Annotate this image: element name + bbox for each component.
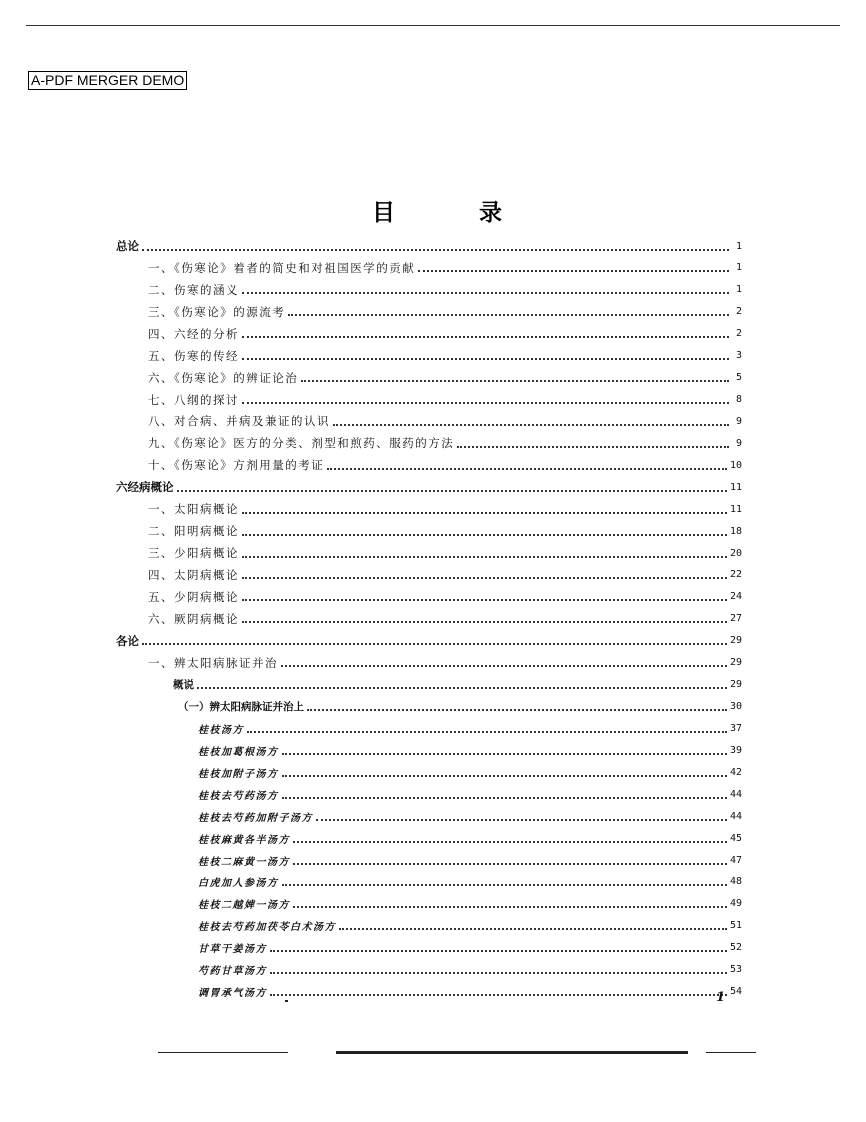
toc-entry-page: 45 (729, 832, 742, 844)
toc-entry-page: 1 (735, 284, 742, 296)
toc-entry (148, 302, 742, 322)
toc-entry (148, 433, 742, 453)
toc-leader-dots (282, 774, 727, 777)
toc-entry-page: 29 (729, 679, 742, 691)
toc-leader-dots (418, 269, 729, 272)
toc-leader-dots (307, 708, 727, 711)
toc-entry-label: 桂枝麻黄各半汤方 (198, 834, 290, 846)
toc-leader-dots (242, 335, 729, 338)
toc-section (116, 631, 742, 651)
toc-entry-page: 44 (729, 810, 742, 822)
toc-entry-page: 42 (729, 766, 742, 778)
toc-entry-page: 30 (729, 701, 742, 713)
toc-leader-dots (142, 248, 729, 251)
toc-leader-dots (242, 291, 729, 294)
toc-leader-dots (242, 620, 727, 623)
toc-entry-label: 二、伤寒的涵义 (148, 282, 239, 297)
toc-entry-page: 2 (735, 306, 742, 318)
toc-leader-dots (281, 664, 727, 667)
watermark-label: A-PDF MERGER DEMO (28, 71, 187, 90)
bottom-rule-center (336, 1051, 688, 1054)
toc-entry-label: 甘草干姜汤方 (198, 944, 267, 956)
toc-entry-label: 调胃承气汤方 (198, 988, 267, 1000)
toc-leader-dots (282, 883, 727, 886)
toc-entry-page: 10 (729, 459, 742, 471)
toc-entry-page: 11 (729, 503, 742, 515)
toc-entry (148, 653, 742, 673)
toc-leader-dots (142, 642, 727, 645)
toc-entry (148, 411, 742, 431)
toc-entry-page: 29 (729, 657, 742, 669)
toc-entry (148, 280, 742, 300)
toc-leader-dots (242, 357, 729, 360)
toc-leader-dots (270, 971, 727, 974)
toc-entry (198, 850, 742, 870)
toc-leader-dots (293, 862, 727, 865)
toc-leader-dots (247, 730, 727, 733)
toc-entry (148, 587, 742, 607)
toc-entry-page: 2 (735, 328, 742, 340)
toc-entry (198, 872, 742, 892)
toc-leader-dots (293, 905, 727, 908)
toc-leader-dots (457, 445, 729, 448)
toc-entry-page: 47 (729, 854, 742, 866)
bottom-rule-left (158, 1052, 288, 1053)
toc-leader-dots (301, 379, 729, 382)
toc-entry-label: 三、少阳病概论 (148, 546, 239, 561)
toc-leader-dots (282, 752, 727, 755)
toc-entry-label: 桂枝加葛根汤方 (198, 746, 279, 758)
toc-leader-dots (242, 576, 727, 579)
toc-entry-label: 桂枝汤方 (198, 724, 244, 736)
toc-entry-label: 八、对合病、并病及兼证的认识 (148, 414, 330, 429)
toc-entry-label: 桂枝去芍药加茯苓白术汤方 (198, 922, 336, 934)
toc-entry-page: 9 (735, 415, 742, 427)
page-title: 目 录 (372, 200, 541, 226)
toc-entry (198, 762, 742, 782)
toc-entry-label: 一、辨太阳病脉证并治 (148, 655, 278, 670)
toc-entry (198, 806, 742, 826)
toc-entry-label: 桂枝二麻黄一汤方 (198, 856, 290, 868)
toc-entry-label: 白虎加人参汤方 (198, 878, 279, 890)
toc-entry (178, 697, 742, 717)
toc-entry-label: 桂枝去芍药汤方 (198, 790, 279, 802)
toc-entry-label: 六、《伤寒论》的辨证论治 (148, 370, 299, 385)
toc-entry (148, 346, 742, 366)
toc-entry-label: 桂枝二越婢一汤方 (198, 900, 290, 912)
toc-entry (148, 324, 742, 344)
toc-entry-label: 五、少阴病概论 (148, 589, 239, 604)
toc-leader-dots (242, 511, 727, 514)
toc-entry (198, 828, 742, 848)
toc-entry-label: 七、八纲的探讨 (148, 392, 239, 407)
toc-entry-label: 五、伤寒的传经 (148, 348, 239, 363)
toc-entry (198, 718, 742, 738)
toc-entry-page: 22 (729, 569, 742, 581)
toc-leader-dots (197, 686, 727, 689)
toc-entry-label: 总论 (116, 239, 139, 253)
toc-entry-page: 18 (729, 525, 742, 537)
toc-leader-dots (177, 489, 727, 492)
toc-entry-label: 概说 (173, 679, 194, 692)
toc-entry (198, 982, 742, 1002)
toc-entry-label: 十、《伤寒论》方剂用量的考证 (148, 458, 325, 473)
toc-entry-page: 3 (735, 350, 742, 362)
toc-entry (148, 565, 742, 585)
toc-leader-dots (333, 423, 729, 426)
toc-entry-page: 37 (729, 722, 742, 734)
toc-leader-dots (339, 927, 727, 930)
toc-entry-page: 54 (729, 986, 742, 998)
toc-leader-dots (282, 796, 727, 799)
toc-entry-page: 24 (729, 591, 742, 603)
toc-entry-page: 20 (729, 547, 742, 559)
toc-leader-dots (327, 467, 727, 470)
toc-entry-label: 三、《伤寒论》的源流考 (148, 304, 286, 319)
toc-entry-label: 九、《伤寒论》医方的分类、剂型和煎药、服药的方法 (148, 436, 455, 451)
toc-entry-page: 9 (735, 437, 742, 449)
toc-entry-label: 二、阳明病概论 (148, 524, 239, 539)
toc-entry-page: 53 (729, 964, 742, 976)
top-rule (26, 25, 840, 26)
toc-entry-label: 六经病概论 (116, 480, 174, 495)
toc-entry (148, 258, 742, 278)
toc-entry-page: 1 (735, 262, 742, 274)
toc-entry-page: 5 (735, 372, 742, 384)
toc-entry (148, 543, 742, 563)
toc-entry (148, 368, 742, 388)
toc-leader-dots (242, 401, 729, 404)
toc-entry-label: 桂枝加附子汤方 (198, 768, 279, 780)
toc-leader-dots (293, 840, 727, 843)
toc-entry (198, 960, 742, 980)
toc-leader-dots (316, 818, 727, 821)
toc-entry-page: 44 (729, 788, 742, 800)
toc-entry-label: 芍药甘草汤方 (198, 966, 267, 978)
toc-entry (198, 916, 742, 936)
toc-entry-label: 四、太阴病概论 (148, 567, 239, 582)
toc-leader-dots (242, 533, 727, 536)
toc-entry-label: 桂枝去芍药加附子汤方 (198, 812, 313, 824)
page-number: 1 (716, 990, 726, 1005)
toc-leader-dots (242, 555, 727, 558)
toc-leader-dots (288, 313, 729, 316)
toc-section (116, 236, 742, 256)
toc-entry-page: 48 (729, 876, 742, 888)
toc-entry-page: 8 (735, 394, 742, 405)
toc-leader-dots (270, 949, 727, 952)
toc-entry-page: 27 (729, 613, 742, 625)
toc-entry (148, 609, 742, 629)
toc-leader-dots (270, 993, 727, 996)
toc-entry (148, 390, 742, 410)
toc-entry (198, 784, 742, 804)
toc-entry (148, 455, 742, 475)
toc-entry-label: （一）辨太阳病脉证并治上 (178, 701, 304, 714)
toc-entry (198, 740, 742, 760)
toc-entry-page: 11 (729, 481, 742, 493)
toc-entry-page: 52 (729, 942, 742, 954)
toc-entry (173, 675, 742, 695)
toc-entry-page: 49 (729, 898, 742, 910)
toc-entry-label: 六、厥阴病概论 (148, 611, 239, 626)
toc-entry-page: 39 (729, 744, 742, 756)
toc-entry-page: 1 (735, 240, 742, 252)
toc-entry-label: 各论 (116, 633, 139, 648)
toc-entry-label: 一、《伤寒论》着者的简史和对祖国医学的贡献 (148, 260, 416, 275)
bottom-rule-right (706, 1052, 756, 1053)
toc-entry-page: 29 (729, 635, 742, 647)
toc-entry-page: 51 (729, 920, 742, 932)
toc-entry-label: 四、六经的分析 (148, 326, 239, 341)
scan-speck (285, 1000, 288, 1002)
toc-entry-label: 一、太阳病概论 (148, 502, 239, 517)
toc-entry (198, 938, 742, 958)
toc-entry (148, 521, 742, 541)
toc-leader-dots (242, 598, 727, 601)
toc-entry (198, 894, 742, 914)
toc-section (116, 477, 742, 497)
toc-entry (148, 499, 742, 519)
